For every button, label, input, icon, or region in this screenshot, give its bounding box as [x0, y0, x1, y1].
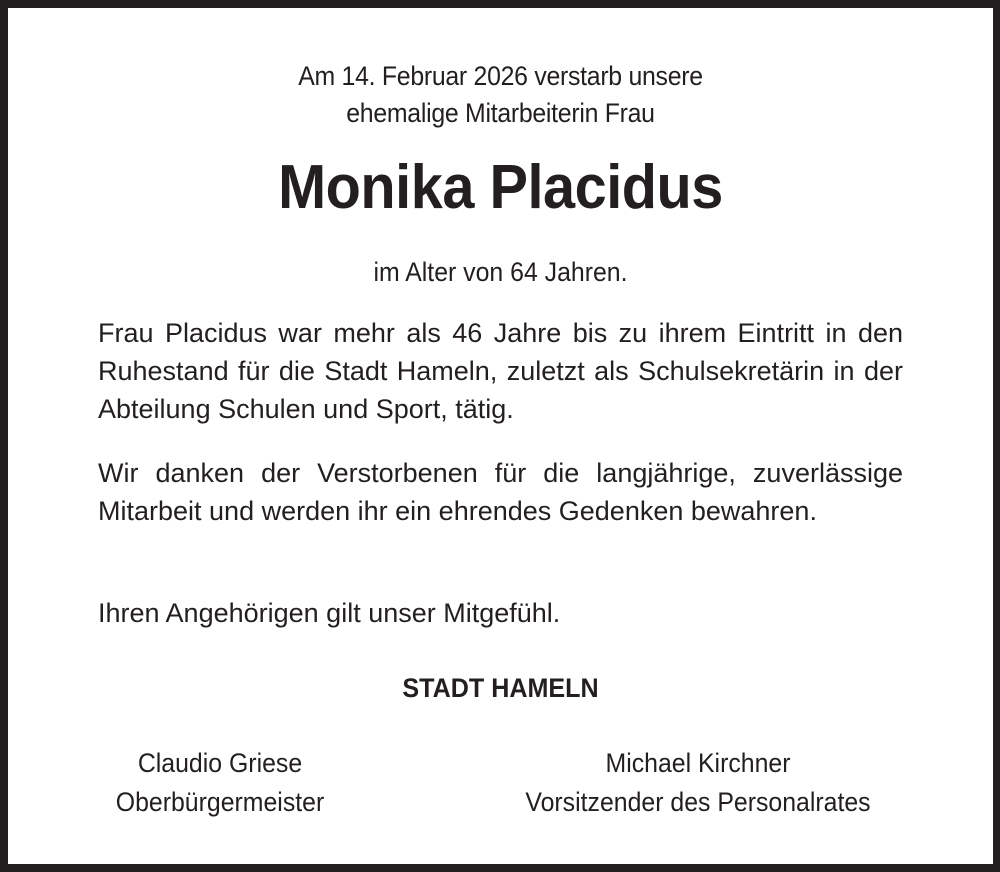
intro-text: [47, 58, 953, 132]
signatory-name: Claudio Griese: [137, 748, 303, 778]
paragraph-career: Frau Placidus war mehr als 46 Jahre bis zu ihrem Eintritt in den Ruhestand für die Stadt Hameln, zuletzt als Schulsekretärin in der Abteilung Schulen und Sport, tätig.: [98, 318, 903, 424]
age-line: im Alter von 64 Jahren.: [373, 257, 628, 287]
paragraph-condolence: Ihren Angehörigen gilt unser Mitgefühl.: [98, 598, 561, 628]
intro-line-1: Am 14. Februar 2026 verstarb unsere: [298, 61, 703, 91]
paragraph-thanks: Wir danken der Verstorbenen für die langjährige, zuverlässige Mitarbeit und werden ihr ein ehrendes Gedenken bewahren.: [98, 458, 903, 526]
signatory-name: Michael Kirchner: [605, 748, 791, 778]
obituary-notice: [8, 8, 993, 864]
deceased-name: Monika Placidus: [278, 153, 723, 222]
signatory-title: Vorsitzender des Personalrates: [525, 787, 871, 817]
signatory-mayor: [82, 744, 358, 822]
signatory-staff-council: [477, 744, 919, 822]
intro-line-2: ehemalige Mitarbeiterin Frau: [346, 98, 655, 128]
signatory-title: Oberbürgermeister: [115, 787, 325, 817]
organization-name: STADT HAMELN: [402, 673, 599, 703]
